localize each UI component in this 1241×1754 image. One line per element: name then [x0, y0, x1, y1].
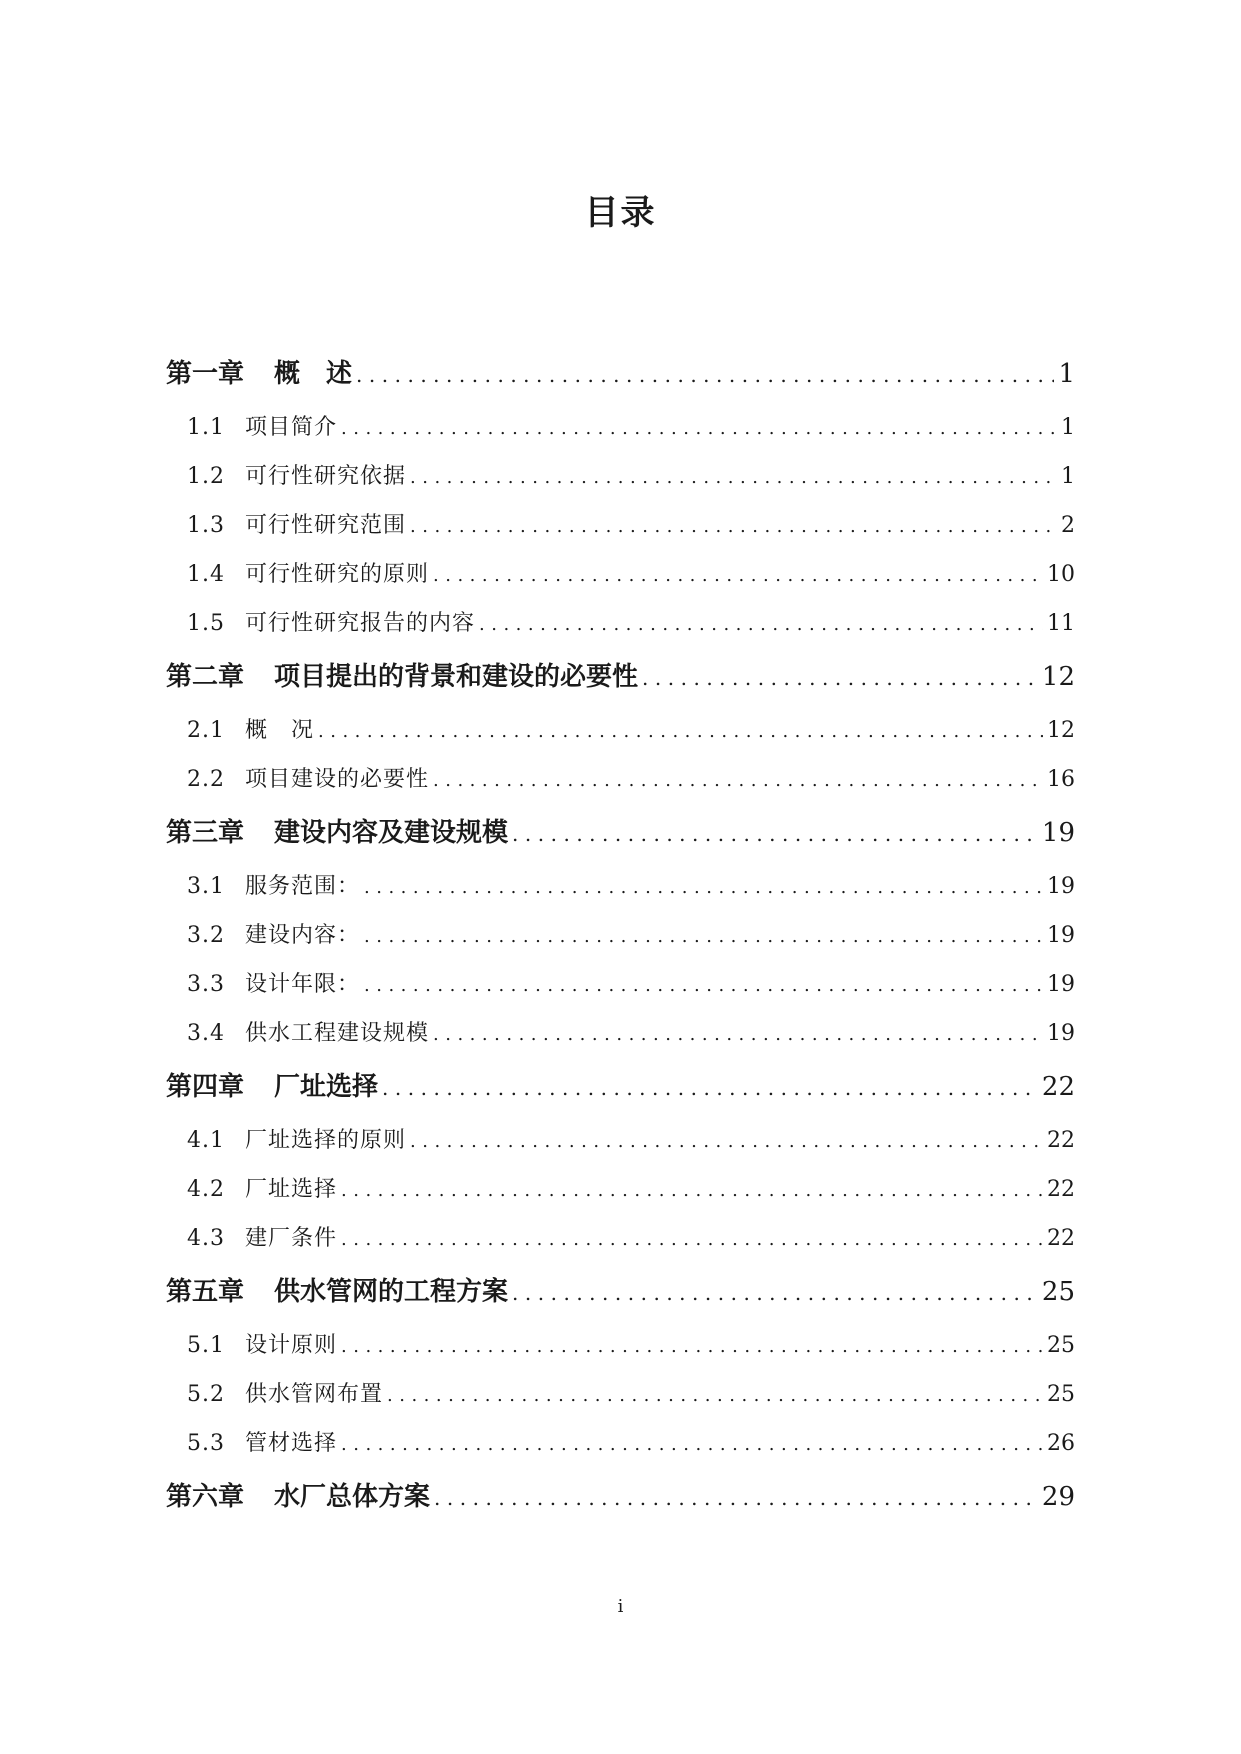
chapter-title: 建设内容及建设规模 — [274, 818, 509, 848]
section-number: 3.4 — [187, 1021, 225, 1046]
toc-section-entry[interactable] — [166, 706, 1075, 755]
section-title: 服务范围： — [245, 874, 361, 899]
section-title: 设计年限： — [245, 972, 361, 997]
section-number: 4.3 — [187, 1226, 225, 1251]
section-page-number: 22 — [1047, 1226, 1075, 1251]
section-page-number: 26 — [1047, 1431, 1075, 1456]
toc-section-entry[interactable] — [166, 1116, 1075, 1165]
dot-leader — [433, 756, 1043, 805]
toc-section-entry[interactable] — [166, 599, 1075, 648]
section-number: 5.1 — [187, 1333, 225, 1358]
dot-leader — [318, 707, 1043, 756]
section-page-number: 22 — [1047, 1177, 1075, 1202]
section-title: 管材选择 — [245, 1431, 338, 1456]
dot-leader — [433, 551, 1043, 600]
toc-section-entry[interactable] — [166, 452, 1075, 501]
dot-leader — [512, 1264, 1038, 1322]
section-page-number: 1 — [1061, 464, 1075, 489]
section-number: 1.5 — [187, 611, 225, 636]
section-page-number: 22 — [1047, 1128, 1075, 1153]
dot-leader — [356, 346, 1054, 404]
section-title: 设计原则 — [245, 1333, 338, 1358]
chapter-page-number: 19 — [1041, 818, 1075, 848]
chapter-title: 项目提出的背景和建设的必要性 — [274, 662, 639, 692]
toc-section-entry[interactable] — [166, 403, 1075, 452]
section-page-number: 19 — [1047, 972, 1075, 997]
toc-section-entry[interactable] — [166, 755, 1075, 804]
toc-section-entry[interactable] — [166, 1419, 1075, 1468]
chapter-label: 第四章 — [166, 1072, 245, 1102]
page-title: 目录 — [584, 193, 657, 233]
section-page-number: 25 — [1047, 1382, 1075, 1407]
chapter-title: 概 述 — [274, 359, 353, 389]
dot-leader — [364, 863, 1043, 912]
dot-leader — [341, 1420, 1043, 1469]
dot-leader — [434, 1469, 1038, 1527]
chapter-title: 供水管网的工程方案 — [274, 1277, 509, 1307]
section-title: 建厂条件 — [245, 1226, 338, 1251]
section-page-number: 19 — [1047, 874, 1075, 899]
toc-section-entry[interactable] — [166, 1370, 1075, 1419]
section-number: 5.3 — [187, 1431, 225, 1456]
toc-section-entry[interactable] — [166, 1321, 1075, 1370]
section-title: 可行性研究报告的内容 — [245, 611, 476, 636]
section-number: 1.3 — [187, 513, 225, 538]
section-page-number: 19 — [1047, 923, 1075, 948]
section-number: 2.1 — [187, 718, 225, 743]
toc-chapter-entry[interactable] — [166, 1468, 1075, 1526]
dot-leader — [341, 404, 1057, 453]
dot-leader — [364, 912, 1043, 961]
dot-leader — [382, 1059, 1038, 1117]
dot-leader — [410, 1117, 1043, 1166]
toc-section-entry[interactable] — [166, 960, 1075, 1009]
section-page-number: 19 — [1047, 1021, 1075, 1046]
section-title: 项目简介 — [245, 415, 338, 440]
section-page-number: 25 — [1047, 1333, 1075, 1358]
chapter-page-number: 1 — [1058, 359, 1075, 389]
toc-chapter-entry[interactable] — [166, 1058, 1075, 1116]
dot-leader — [512, 805, 1038, 863]
chapter-label: 第三章 — [166, 818, 245, 848]
chapter-label: 第五章 — [166, 1277, 245, 1307]
section-page-number: 1 — [1061, 415, 1075, 440]
dot-leader — [387, 1371, 1043, 1420]
section-title: 概 况 — [245, 718, 315, 743]
dot-leader — [433, 1010, 1043, 1059]
toc-section-entry[interactable] — [166, 1214, 1075, 1263]
toc-chapter-entry[interactable] — [166, 804, 1075, 862]
toc-section-entry[interactable] — [166, 1165, 1075, 1214]
toc-chapter-entry[interactable] — [166, 345, 1075, 403]
section-number: 3.3 — [187, 972, 225, 997]
toc-section-entry[interactable] — [166, 862, 1075, 911]
page-number: i — [617, 1596, 624, 1617]
section-page-number: 11 — [1047, 611, 1075, 636]
chapter-page-number: 22 — [1041, 1072, 1075, 1102]
section-title: 建设内容： — [245, 923, 361, 948]
section-number: 3.2 — [187, 923, 225, 948]
chapter-label: 第六章 — [166, 1482, 245, 1512]
chapter-label: 第一章 — [166, 359, 245, 389]
section-number: 4.1 — [187, 1128, 225, 1153]
section-title: 厂址选择 — [245, 1177, 338, 1202]
toc-chapter-entry[interactable] — [166, 1263, 1075, 1321]
section-title: 可行性研究范围 — [245, 513, 407, 538]
section-number: 4.2 — [187, 1177, 225, 1202]
section-number: 5.2 — [187, 1382, 225, 1407]
section-title: 供水管网布置 — [245, 1382, 384, 1407]
section-number: 1.1 — [187, 415, 225, 440]
toc-section-entry[interactable] — [166, 550, 1075, 599]
dot-leader — [341, 1215, 1043, 1264]
dot-leader — [341, 1322, 1043, 1371]
section-title: 厂址选择的原则 — [245, 1128, 407, 1153]
dot-leader — [642, 649, 1038, 707]
section-number: 2.2 — [187, 767, 225, 792]
section-number: 1.2 — [187, 464, 225, 489]
chapter-page-number: 25 — [1041, 1277, 1075, 1307]
chapter-title: 厂址选择 — [274, 1072, 379, 1102]
dot-leader — [479, 600, 1043, 649]
dot-leader — [410, 502, 1057, 551]
toc-chapter-entry[interactable] — [166, 648, 1075, 706]
section-page-number: 2 — [1061, 513, 1075, 538]
section-number: 3.1 — [187, 874, 225, 899]
chapter-title: 水厂总体方案 — [274, 1482, 431, 1512]
dot-leader — [364, 961, 1043, 1010]
chapter-label: 第二章 — [166, 662, 245, 692]
chapter-page-number: 12 — [1041, 662, 1075, 692]
toc-section-entry[interactable] — [166, 1009, 1075, 1058]
section-page-number: 10 — [1047, 562, 1075, 587]
section-title: 项目建设的必要性 — [245, 767, 430, 792]
toc-section-entry[interactable] — [166, 501, 1075, 550]
section-number: 1.4 — [187, 562, 225, 587]
table-of-contents — [166, 345, 1075, 1526]
toc-section-entry[interactable] — [166, 911, 1075, 960]
section-page-number: 12 — [1047, 718, 1075, 743]
section-title: 供水工程建设规模 — [245, 1021, 430, 1046]
section-title: 可行性研究的原则 — [245, 562, 430, 587]
chapter-page-number: 29 — [1041, 1482, 1075, 1512]
section-page-number: 16 — [1047, 767, 1075, 792]
dot-leader — [410, 453, 1057, 502]
section-title: 可行性研究依据 — [245, 464, 407, 489]
dot-leader — [341, 1166, 1043, 1215]
